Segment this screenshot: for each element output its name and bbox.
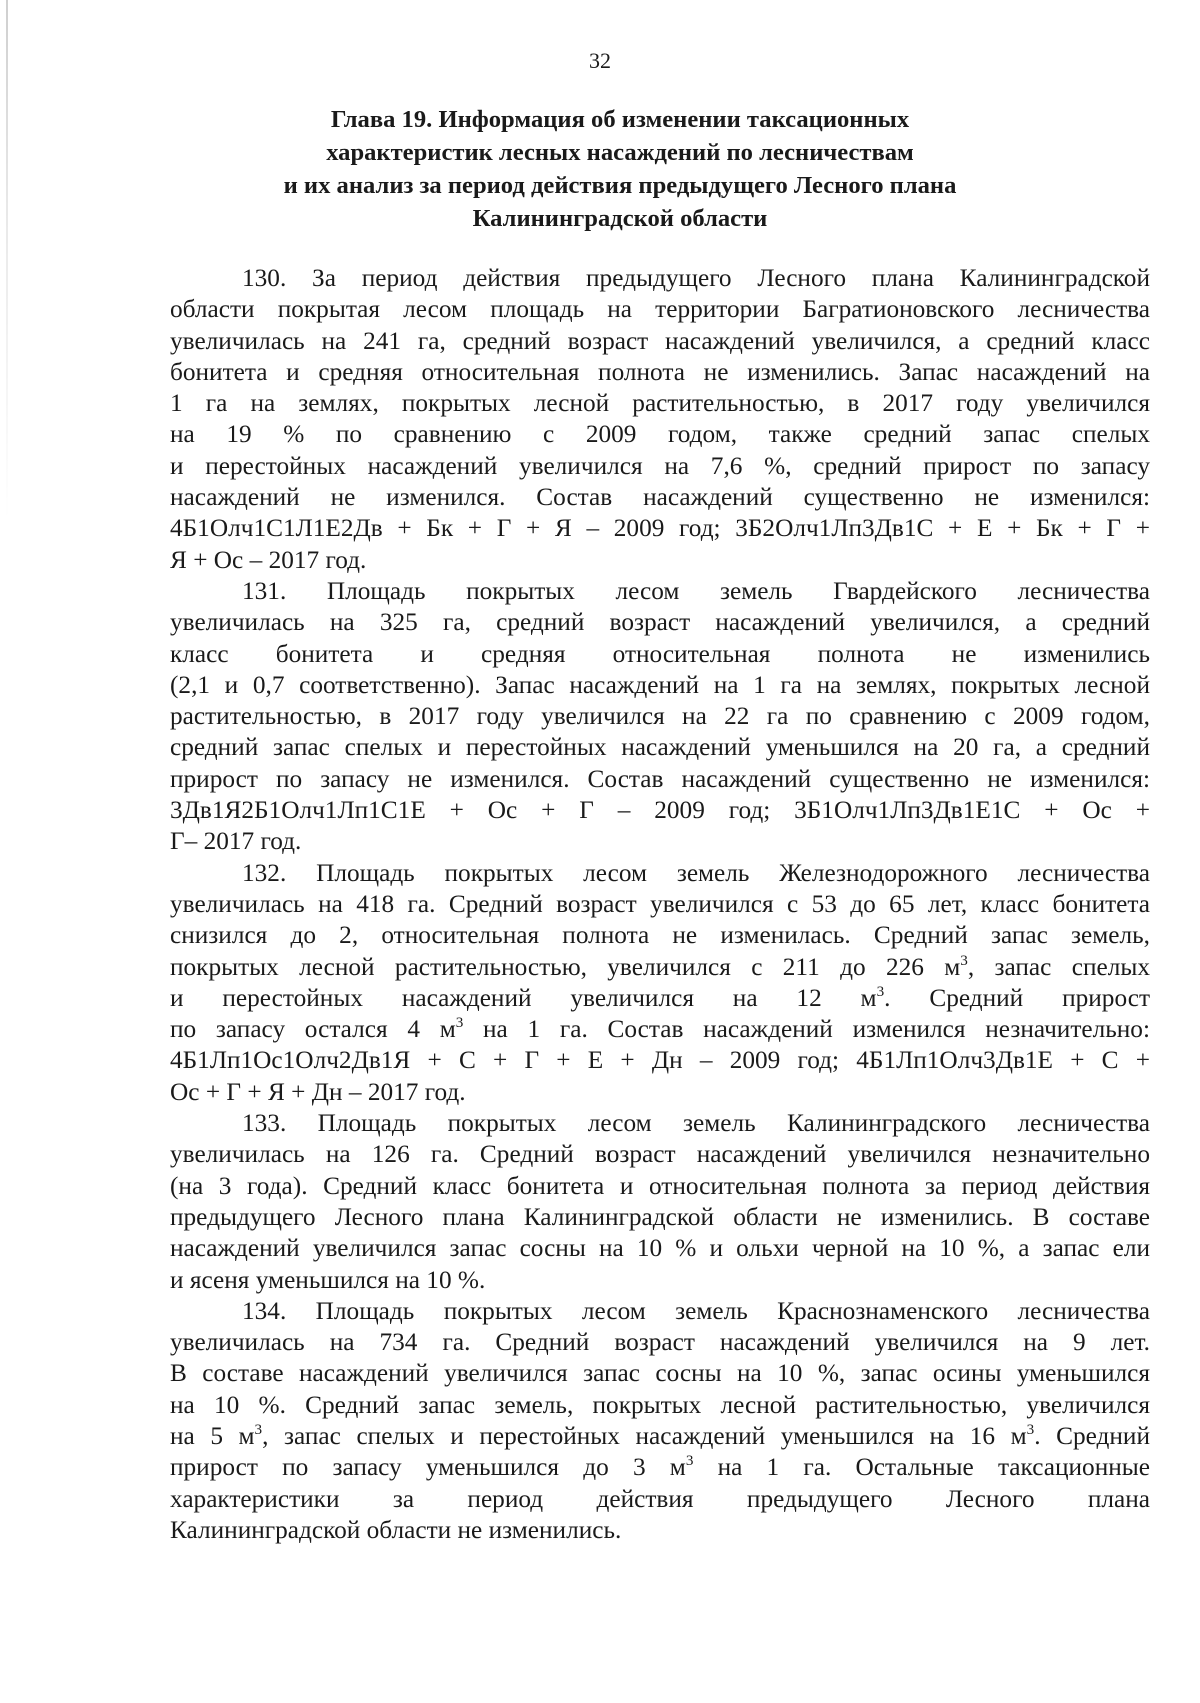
paragraph-line: снизился до 2, относительная полнота не изменилась. Средний запас земель, — [170, 921, 1150, 950]
paragraph-line: и ясеня уменьшился на 10 %. — [170, 1265, 486, 1294]
paragraph-line: по запасу остался 4 $м^3$ на 1 га. Состав насаждений изменился незначительно: — [170, 1014, 1150, 1044]
paragraph-line: 132. Площадь покрытых лесом земель Железнодорожного лесничества — [242, 858, 1150, 887]
paragraph-line: класс бонитета и средняя относительная полнота не изменились — [170, 639, 1150, 668]
paragraph-line: 1 га на землях, покрытых лесной растительностью, в 2017 году увеличился — [170, 389, 1150, 418]
paragraph-line: 3Дв1Я2Б1Олч1Лп1С1Е + Ос + Г – 2009 год; 3Б1Олч1Лп3Дв1Е1С + Ос + — [170, 796, 1150, 825]
paragraph-line: на 5 $м^3$, запас спелых и перестойных насаждений уменьшился на 16 $м^3$. Средний — [170, 1420, 1150, 1450]
paragraph-line: растительностью, в 2017 году увеличился на 22 га по сравнению с 2009 годом, — [170, 702, 1150, 731]
paragraph-line: 4Б1Лп1Ос1Олч2Дв1Я + С + Г + Е + Дн – 2009 год; 4Б1Лп1Олч3Дв1Е + С + — [170, 1046, 1150, 1075]
paragraph-line: предыдущего Лесного плана Калининградской области не изменились. В составе — [170, 1202, 1150, 1231]
paragraph-line: покрытых лесной растительностью, увеличился с 211 до 226 $м^3$, запас спелых — [170, 951, 1150, 981]
paragraph-line: насаждений увеличился запас сосны на 10 % и ольхи черной на 10 %, а запас ели — [170, 1234, 1150, 1263]
chapter-title-line: и их анализ за период действия предыдущего Лесного плана — [283, 172, 957, 199]
paragraph-line: области покрытая лесом площадь на территории Багратионовского лесничества — [170, 295, 1150, 324]
chapter-title-line: характеристик лесных насаждений по лесничествам — [326, 139, 914, 166]
paragraph-131 — [170, 576, 1150, 858]
paragraph-line: насаждений не изменился. Состав насаждений существенно не изменился: — [170, 483, 1150, 512]
paragraph-line: на 19 % по сравнению с 2009 годом, также средний запас спелых — [170, 420, 1150, 449]
paragraph-line: Я + Ос – 2017 год. — [170, 545, 367, 574]
paragraph-line: 134. Площадь покрытых лесом земель Краснознаменского лесничества — [242, 1296, 1150, 1325]
scan-edge-shadow — [6, 0, 8, 520]
paragraph-132 — [170, 858, 1150, 1108]
paragraph-line: характеристики за период действия предыдущего Лесного плана — [170, 1484, 1150, 1513]
paragraph-line: В составе насаждений увеличился запас сосны на 10 %, запас осины уменьшился — [170, 1359, 1150, 1388]
paragraph-133 — [170, 1108, 1150, 1296]
chapter-title — [230, 103, 1010, 235]
paragraph-line: и перестойных насаждений увеличился на 12 $м^3$. Средний прирост — [170, 982, 1151, 1012]
paragraph-line: Ос + Г + Я + Дн – 2017 год. — [170, 1077, 466, 1106]
paragraph-line: увеличилась на 734 га. Средний возраст насаждений увеличился на 9 лет. — [170, 1328, 1150, 1357]
page-number: 32 — [589, 48, 611, 73]
paragraph-line: на 10 %. Средний запас земель, покрытых лесной растительностью, увеличился — [170, 1390, 1150, 1419]
paragraph-line: бонитета и средняя относительная полнота не изменились. Запас насаждений на — [170, 357, 1150, 386]
chapter-title-line: Калининградской области — [472, 205, 768, 232]
paragraph-line: прирост по запасу не изменился. Состав насаждений существенно не изменился: — [170, 764, 1150, 793]
paragraph-line: увеличилась на 241 га, средний возраст насаждений увеличился, а средний класс — [170, 326, 1150, 355]
paragraph-134 — [170, 1296, 1150, 1546]
paragraph-line: Калининградской области не изменились. — [170, 1515, 622, 1544]
paragraph-line: увеличилась на 126 га. Средний возраст насаждений увеличился незначительно — [170, 1140, 1150, 1169]
paragraph-line: (2,1 и 0,7 соответственно). Запас насаждений на 1 га на землях, покрытых лесной — [170, 670, 1150, 699]
paragraph-line: средний запас спелых и перестойных насаждений уменьшился на 20 га, а средний — [170, 733, 1150, 762]
document-body — [170, 263, 1150, 1546]
paragraph-line: 131. Площадь покрытых лесом земель Гвардейского лесничества — [242, 576, 1150, 605]
paragraph-130 — [170, 263, 1150, 576]
paragraph-line: и перестойных насаждений увеличился на 7,6 %, средний прирост по запасу — [170, 451, 1150, 480]
paragraph-line: 130. За период действия предыдущего Лесного плана Калининградской — [242, 264, 1150, 292]
paragraph-line: Г– 2017 год. — [170, 827, 302, 856]
paragraph-line: (на 3 года). Средний класс бонитета и относительная полнота за период действия — [170, 1171, 1150, 1200]
paragraph-line: увеличилась на 325 га, средний возраст насаждений увеличился, а средний — [170, 608, 1150, 637]
paragraph-line: увеличилась на 418 га. Средний возраст увеличился с 53 до 65 лет, класс бонитета — [170, 889, 1150, 918]
paragraph-line: 4Б1Олч1С1Л1Е2Дв + Бк + Г + Я – 2009 год; 3Б2Олч1Лп3Дв1С + Е + Бк + Г + — [170, 514, 1150, 543]
chapter-title-line: Глава 19. Информация об изменении таксационных — [330, 106, 910, 133]
paragraph-line: прирост по запасу уменьшился до 3 $м^3$ на 1 га. Остальные таксационные — [170, 1452, 1150, 1482]
paragraph-line: 133. Площадь покрытых лесом земель Калининградского лесничества — [242, 1109, 1150, 1138]
